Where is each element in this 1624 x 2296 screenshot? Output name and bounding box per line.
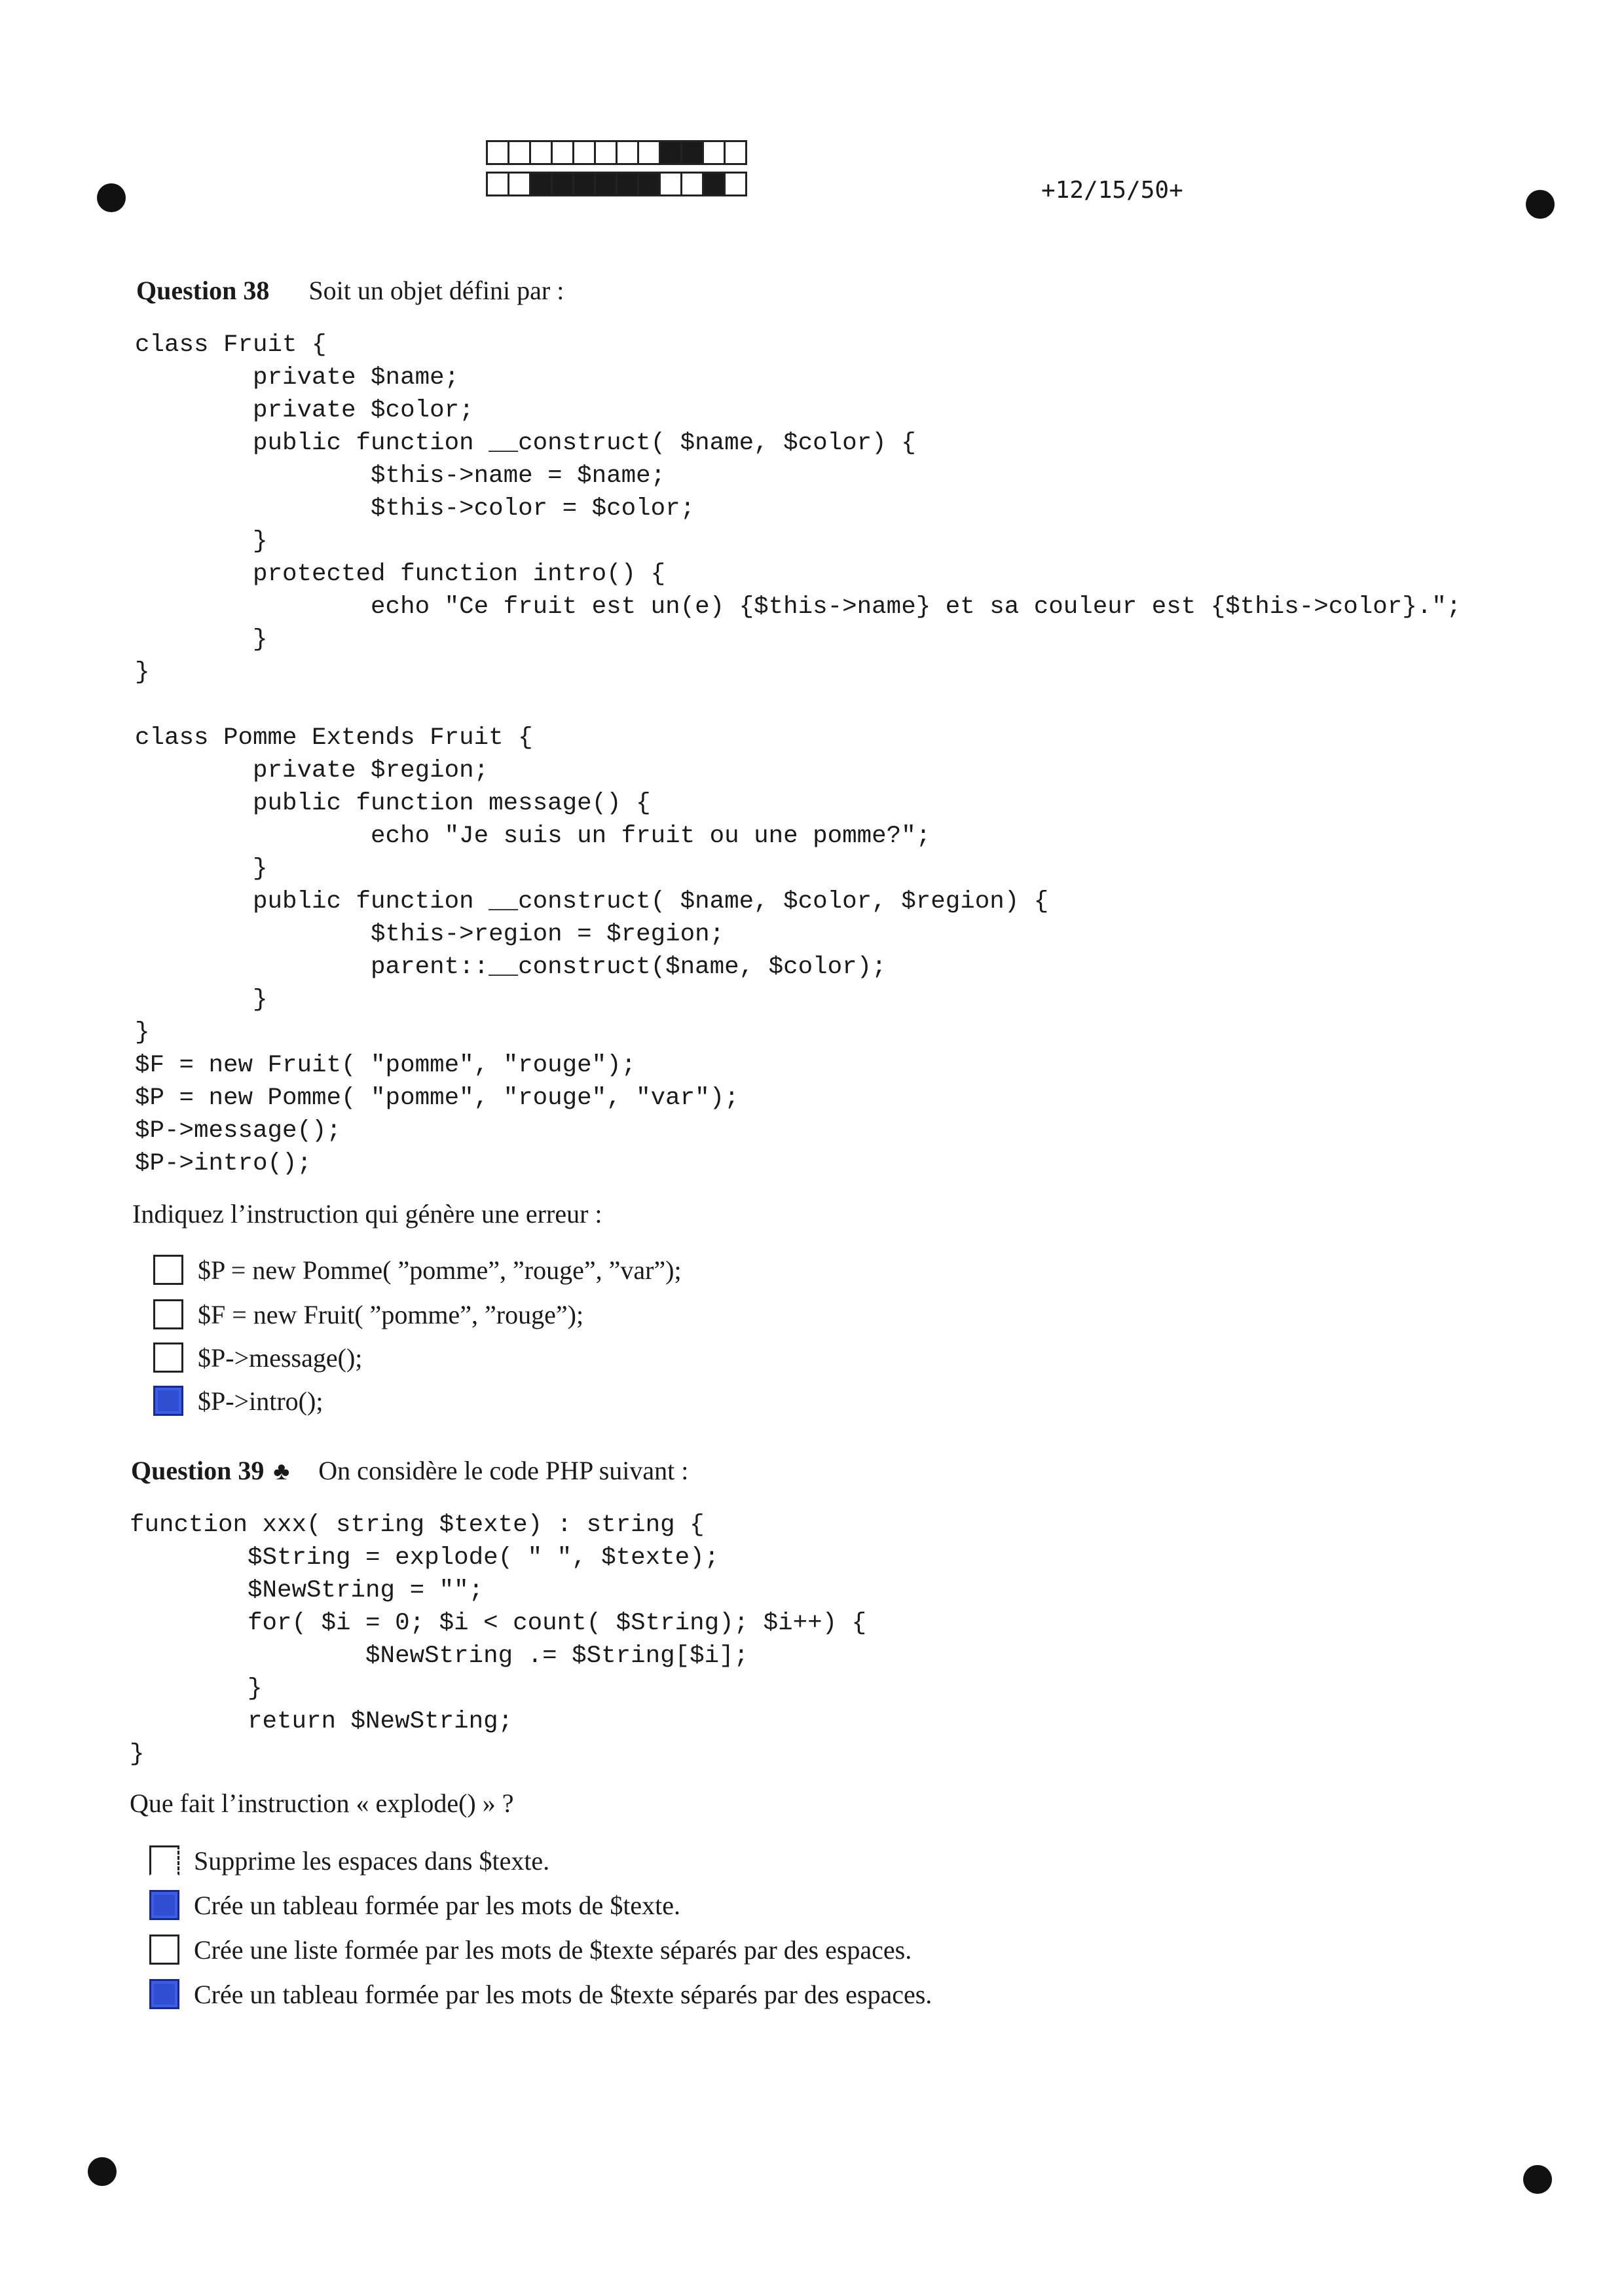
answer-text: Crée un tableau formée par les mots de $texte séparés par des espaces.	[194, 1979, 932, 2009]
answer-text: $P->message();	[198, 1342, 363, 1373]
answer-text: Crée une liste formée par les mots de $texte séparés par des espaces.	[194, 1935, 912, 1965]
id-grid-cell	[616, 140, 639, 165]
answer-checkbox-checked[interactable]	[153, 1386, 183, 1416]
answer-option[interactable]	[153, 1340, 362, 1375]
id-grid-cell	[680, 172, 704, 196]
answer-checkbox[interactable]	[153, 1342, 183, 1373]
id-grid-cell	[659, 172, 682, 196]
id-grid-cell	[594, 172, 618, 196]
question-label: Question 38	[136, 276, 270, 305]
answer-checkbox[interactable]	[149, 1935, 179, 1965]
question-38-header	[136, 275, 564, 306]
id-grid-cell	[529, 172, 553, 196]
question-39-code: function xxx( string $texte) : string { $String = explode( " ", $texte); $NewString = ""; for( $i = 0; $i < count( $String); $i++) { $NewString .= $String[$i]; } return $NewString; }	[130, 1511, 867, 1768]
id-grid-cell	[659, 140, 682, 165]
answer-text: Crée un tableau formée par les mots de $texte.	[194, 1890, 681, 1920]
id-grid-cell	[724, 172, 747, 196]
id-grid-cell	[724, 140, 747, 165]
id-grid-cell	[551, 140, 574, 165]
corner-mark-bottom-left	[88, 2157, 117, 2186]
question-text: On considère le code PHP suivant :	[318, 1456, 689, 1485]
answer-option[interactable]	[149, 1887, 680, 1923]
answer-checkbox[interactable]	[153, 1299, 183, 1329]
answer-text: $P->intro();	[198, 1386, 323, 1416]
id-grid-cell	[572, 172, 596, 196]
id-grid-cell	[529, 140, 553, 165]
id-grid-cell	[507, 140, 531, 165]
answer-option[interactable]	[149, 1932, 912, 1967]
answer-option[interactable]	[153, 1297, 583, 1332]
question-38-prompt: Indiquez l’instruction qui génère une erreur :	[132, 1199, 602, 1229]
answer-text: Supprime les espaces dans $texte.	[194, 1845, 550, 1876]
id-grid-cell	[572, 140, 596, 165]
id-grid-cell	[616, 172, 639, 196]
page-code: +12/15/50+	[1041, 177, 1183, 204]
question-text: Soit un objet défini par :	[308, 276, 564, 305]
corner-mark-top-right	[1526, 190, 1555, 219]
answer-checkbox-checked[interactable]	[149, 1890, 179, 1920]
id-grid-cell	[486, 172, 509, 196]
id-grid-cell	[551, 172, 574, 196]
id-grid-row-1	[486, 140, 745, 165]
id-grid-row-2	[486, 172, 745, 196]
id-grid-cell	[680, 140, 704, 165]
id-grid-cell	[637, 172, 661, 196]
question-39-prompt: Que fait l’instruction « explode() » ?	[130, 1788, 514, 1818]
answer-checkbox[interactable]	[149, 1845, 179, 1876]
answer-checkbox-checked[interactable]	[149, 1979, 179, 2009]
question-label: Question 39	[131, 1456, 265, 1485]
id-grid-cell	[507, 172, 531, 196]
question-39-header	[131, 1455, 688, 1486]
corner-mark-bottom-right	[1523, 2165, 1552, 2194]
answer-option[interactable]	[149, 1843, 549, 1878]
id-grid-cell	[637, 140, 661, 165]
club-icon: ♣	[273, 1458, 290, 1485]
id-grid-cell	[702, 172, 726, 196]
answer-text: $F = new Fruit( ”pomme”, ”rouge”);	[198, 1299, 584, 1329]
corner-mark-top-left	[97, 183, 126, 212]
answer-option[interactable]	[153, 1252, 682, 1287]
id-grid-cell	[486, 140, 509, 165]
answer-text: $P = new Pomme( ”pomme”, ”rouge”, ”var”);	[198, 1255, 682, 1285]
answer-option[interactable]	[153, 1383, 323, 1418]
answer-checkbox[interactable]	[153, 1255, 183, 1285]
id-grid-cell	[594, 140, 618, 165]
answer-option[interactable]	[149, 1976, 932, 2012]
question-38-code: class Fruit { private $name; private $color; public function __construct( $name, $color) { $this->name = $name; $this->color = $color; } protected function intro() { echo "Ce fruit est un(e) {$this->name} et sa couleur est {$this->color}."; } } class Pomme Extends Fruit { private $region; public function message() { echo "Je suis un fruit ou une pomme?"; } public function __construct( $name, $color, $region) { $this->region = $region; parent::__construct($name, $color); } } $F = new Fruit( "pomme", "rouge"); $P = new Pomme( "pomme", "rouge", "var"); $P->message(); $P->intro();	[135, 331, 1462, 1177]
id-grid-cell	[702, 140, 726, 165]
